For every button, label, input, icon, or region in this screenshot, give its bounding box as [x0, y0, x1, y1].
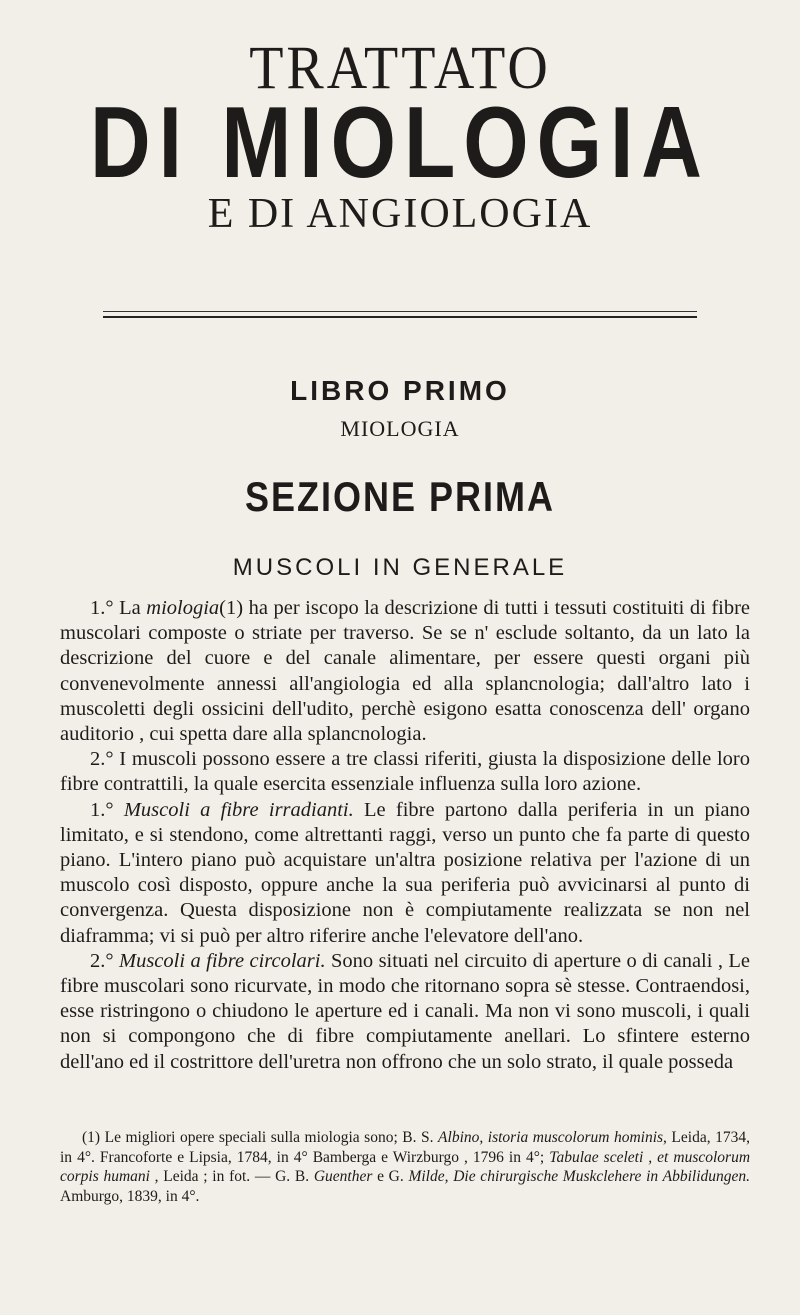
paragraph-number: 2.°	[90, 748, 114, 771]
paragraph-4	[60, 949, 750, 1075]
footnote-segment: e G.	[372, 1168, 409, 1185]
paragraph-lead: La	[119, 597, 141, 619]
paragraph-text: I muscoli possono essere a tre classi riferiti, giusta la disposizione delle loro fibre contrattili, la quale esercita essenziale influenza sulla loro azione.	[60, 748, 750, 796]
paragraph-2	[60, 747, 750, 797]
body-text	[60, 596, 750, 1075]
title-miologia: DI MIOLOGIA	[90, 85, 710, 199]
footnote-marker: (1)	[82, 1129, 101, 1146]
footnote-title: Milde, Die chirurgische Muskclehere in Abbilidungen.	[408, 1168, 750, 1185]
paragraph-number: 2.°	[90, 949, 114, 972]
section-title: MUSCOLI IN GENERALE	[232, 554, 568, 581]
paragraph-3	[60, 798, 750, 949]
paragraph-text: Le fibre partono dalla periferia in un piano limitato, e si stendono, come altrettanti raggi, verso un punto che fa parte di questo piano. L'intero piano può acquistare un'altra posizione relativa per l'azione di un muscolo così disposto, oppure anche la sua periferia può avvicinarsi al punto di convergenza. Questa disposizione non è compiutamente realizzata se non nel diaframma; vi si può per altro riferire anche l'elevatore dell'ano.	[60, 798, 751, 947]
paragraph-text: Sono situati nel circuito di aperture o di canali , Le fibre muscolari sono ricurvate, in modo che ritornano sopra sè stesse. Contraendosi, esse ristringono o chiudono le aperture ed i canali. Ma non vi sono muscoli, i quali non si compongono che di fibre compiutamente anellari. Lo sfintere esterno dell'ano ed il costrittore dell'uretra non offrono che un solo strato, il quale posseda	[60, 949, 751, 1073]
libro-heading: LIBRO PRIMO	[290, 375, 510, 406]
divider-rule-thin	[103, 311, 697, 312]
footnote-segment: Amburgo, 1839, in 4°.	[60, 1187, 200, 1205]
paragraph-number: 1.°	[90, 798, 114, 821]
paragraph-1	[60, 596, 750, 747]
libro-subtitle: MIOLOGIA	[340, 416, 460, 441]
footnote-segment: , Leida, 1734, in 4°. Francoforte e Lipsia, 1784, in 4° Bamberga e Wirzburgo , 1796 in 4°;	[60, 1129, 750, 1166]
footnote-title: Albino, istoria muscolorum hominis	[438, 1129, 664, 1146]
divider-rule-thick	[103, 316, 697, 318]
footnote-title: Tabulae sceleti , et muscolorum corpis humani	[60, 1148, 751, 1185]
footnote-author: Guenther	[313, 1168, 373, 1185]
footnote	[60, 1128, 750, 1206]
title-angiologia: E DI ANGIOLOGIA	[207, 191, 593, 237]
footnote-segment: , Leida ; in fot. — G. B.	[149, 1168, 314, 1185]
title-trattato: TRATTATO	[249, 33, 551, 103]
footnote-text	[60, 1128, 750, 1206]
sezione-heading: SEZIONE PRIMA	[244, 472, 556, 520]
paragraph-text: ha per iscopo la descrizione di tutti i tessuti costituiti di fibre muscolari composte o striate per traverso. Se se n' esclude soltanto, da un lato la descrizione del cuore e del canale alimentare, per essere questi organi più convenevolmente annessi all'angiologia ed alla splancnologia; dall'altro lato i muscoletti degli ossicini dell'udito, perchè esigono esatta conoscenza dell' organo auditorio , cui spetta dare alla splancnologia.	[60, 597, 751, 746]
footnote-ref: (1)	[219, 597, 244, 619]
term-circolari: Muscoli a fibre circolari.	[119, 949, 326, 972]
term-irradianti: Muscoli a fibre irradianti.	[123, 798, 354, 821]
footnote-segment: Le migliori opere speciali sulla miologia sono; B. S.	[100, 1129, 439, 1146]
paragraph-number: 1.°	[90, 597, 114, 619]
term-miologia: miologia	[146, 597, 220, 619]
